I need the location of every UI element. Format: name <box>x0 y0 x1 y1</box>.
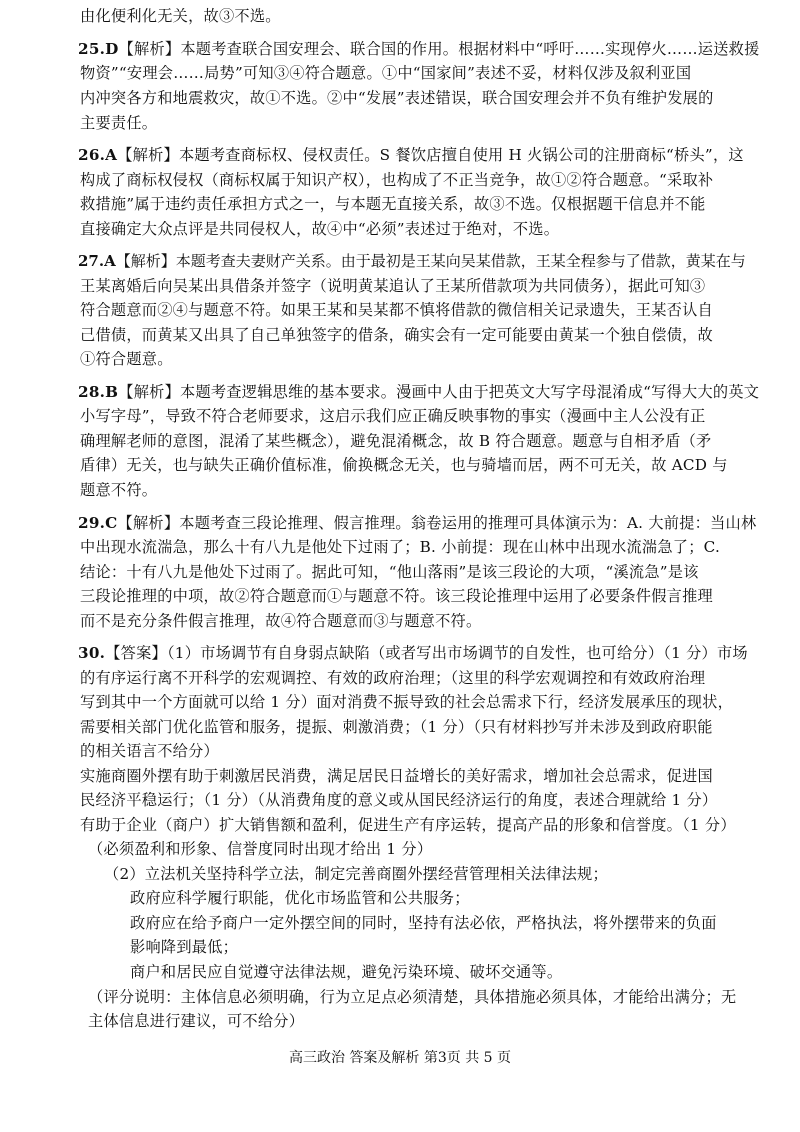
q27-line-4: 己借债，而黄某又出具了自己单独签字的借条，确实会有一定可能要由黄某一个独自偿债，故 <box>80 326 713 344</box>
q30-part2-line-4: 影响降到最低； <box>130 938 239 956</box>
q29-line-5: 而不是充分条件假言推理，故④符合题意而③与题意不符。 <box>80 612 482 630</box>
q25-line-2: 物资”“安理会……局势”可知③④符合题意。①中“国家间”表述不妥，材料仅涉及叙利亚国 <box>80 64 692 82</box>
q29-line-4: 三段论推理的中项，故②符合题意而①与题意不符。该三段论推理中运用了必要条件假言推理 <box>80 587 713 605</box>
q30-part2-line-5: 商户和居民应自觉遵守法律法规，避免污染环境、破坏交通等。 <box>130 963 563 981</box>
q26-line-3: 救措施”属于违约责任承担方式之一，与本题无直接关系，故③不选。仅根据题干信息并不能 <box>80 195 706 213</box>
q30-line-8: 有助于企业（商户）扩大销售额和盈利，促进生产有序运转，提高产品的形象和信誉度。（1 分） <box>80 816 736 834</box>
q28-line-3: 确理解老师的意图，混淆了某些概念），避免混淆概念，故 B 符合题意。题意与自相矛盾（矛 <box>80 432 712 450</box>
q28-line-4: 盾律）无关，也与缺失正确价值标准，偷换概念无关，也与骑墙而居，两不可无关，故 ACD 与 <box>80 456 728 474</box>
q28-line-1: 28.B【解析】本题考查逻辑思维的基本要求。漫画中人由于把英文大写字母混淆成“写得大大的英文 <box>78 383 760 401</box>
q29-label: 29.C <box>78 514 118 532</box>
q30-part2-line-2: 政府应科学履行职能，优化市场监管和公共服务； <box>130 889 470 907</box>
q27-line-2: 王某离婚后向吴某出具借条并签字（说明黄某追认了王某所借款项为共同债务），据此可知③ <box>80 277 706 295</box>
q27-line-1: 27.A【解析】本题考查夫妻财产关系。由于最初是王某向吴某借款，王某全程参与了借款，黄某在与 <box>78 252 746 270</box>
q30-label: 30. <box>78 644 106 662</box>
q27-line-3: 符合题意而②④与题意不符。如果王某和吴某都不慎将借款的微信相关记录遗失，王某否认自 <box>80 301 713 319</box>
q30-part2-line-3: 政府应在给予商户一定外摆空间的同时，坚持有法必依，严格执法，将外摆带来的负面 <box>130 914 717 932</box>
q29-line-1: 29.C【解析】本题考查三段论推理、假言推理。翁卷运用的推理可具体演示为：A. 大前提：当山林 <box>78 514 757 532</box>
q29-line-3: 结论：十有八九是他处下过雨了。据此可知，“他山落雨”是该三段论的大项，“溪流急”是该 <box>80 563 699 581</box>
q30-line-6: 实施商圈外摆有助于刺激居民消费，满足居民日益增长的美好需求，增加社会总需求，促进国 <box>80 767 713 785</box>
q25-line-3: 内冲突各方和地震救灾，故①不选。②中“发展”表述错误，联合国安理会并不负有维护发展的 <box>80 89 714 107</box>
q27-line-5: ①符合题意。 <box>80 350 173 368</box>
q30-line-2: 的有序运行离不开科学的宏观调控、有效的政府治理；（这里的科学宏观调控和有效政府治理 <box>80 669 706 687</box>
q30-line-9: （必须盈利和形象、信誉度同时出现才给出 1 分） <box>88 840 433 858</box>
q26-label: 26.A <box>78 146 118 164</box>
q27-label: 27.A <box>78 252 116 270</box>
q26-line-1: 26.A【解析】本题考查商标权、侵权责任。S 餐饮店擅自使用 H 火锅公司的注册商标“桥头”，这 <box>78 146 744 164</box>
continuation-line: 由化便利化无关，故③不选。 <box>80 7 281 25</box>
page-footer: 高三政治 答案及解析 第3页 共 5 页 <box>288 1050 512 1066</box>
q25-line-1: 25.D【解析】本题考查联合国安理会、联合国的作用。根据材料中“呼吁……实现停火……运送救援 <box>78 40 760 58</box>
q26-line-4: 直接确定大众点评是共同侵权人，故④中“必须”表述过于绝对，不选。 <box>80 220 560 238</box>
q30-line-1: 30.【答案】（1）市场调节有自身弱点缺陷（或者写出市场调节的自发性，也可给分）（1 分）市场 <box>78 644 748 662</box>
q28-label: 28.B <box>78 383 119 401</box>
q30-line-3: 写到其中一个方面就可以给 1 分）面对消费不振导致的社会总需求下行，经济发展承压的现状， <box>80 693 734 711</box>
q29-line-2: 中出现水流湍急，那么十有八九是他处下过雨了；B. 小前提：现在山林中出现水流湍急了；C. <box>80 538 721 556</box>
q30-line-5: 的相关语言不给分） <box>80 742 219 760</box>
q30-note-line-1: （评分说明：主体信息必须明确，行为立足点必须清楚，具体措施必须具体，才能给出满分；无 <box>88 988 737 1006</box>
q28-line-2: 小写字母”，导致不符合老师要求，这启示我们应正确反映事物的事实（漫画中主人公没有正 <box>80 407 706 425</box>
q30-line-7: 民经济平稳运行；（1 分）（从消费角度的意义或从国民经济运行的角度，表述合理就给 1 分） <box>80 791 718 809</box>
q26-line-2: 构成了商标权侵权（商标权属于知识产权），也构成了不正当竞争，故①②符合题意。“采取补 <box>80 171 714 189</box>
q25-label: 25.D <box>78 40 119 58</box>
q28-line-5: 题意不符。 <box>80 481 158 499</box>
q30-line-4: 需要相关部门优化监管和服务，提振、刺激消费；（1 分）（只有材料抄写并未涉及到政府职能 <box>80 718 713 736</box>
q25-line-4: 主要责任。 <box>80 114 158 132</box>
q30-part2-line-1: （2）立法机关坚持科学立法，制定完善商圈外摆经营管理相关法律法规； <box>104 865 608 883</box>
q30-note-line-2: 主体信息进行建议，可不给分） <box>88 1012 305 1030</box>
